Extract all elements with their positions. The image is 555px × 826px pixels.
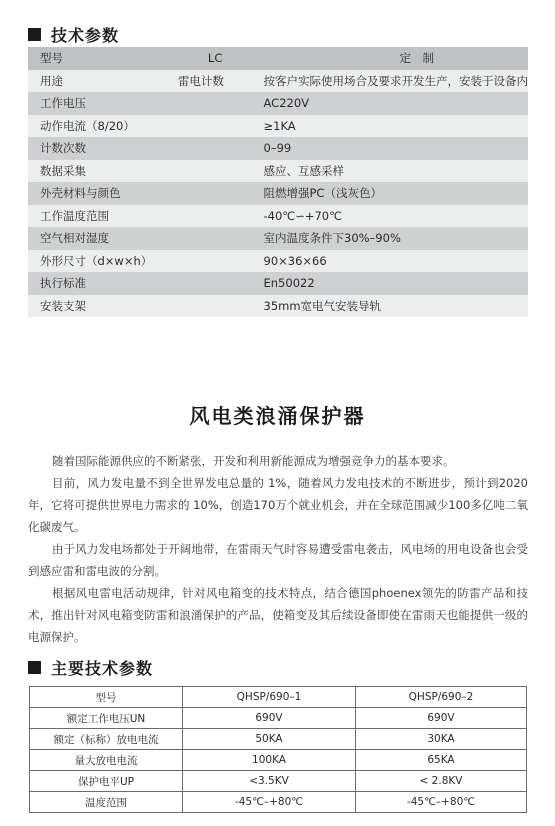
- param-sub: [168, 92, 246, 115]
- square-bullet-icon: [28, 28, 41, 41]
- article-paragraph: 随着国际能源供应的不断紧张，开发和利用新能源成为增强竞争力的基本要求。: [52, 454, 455, 468]
- param-value-1: -45℃–+80℃: [183, 792, 356, 813]
- table-row: [30, 729, 527, 750]
- table-row: [28, 182, 528, 205]
- table-header-row: [28, 47, 528, 70]
- table-row: [28, 205, 528, 228]
- param-name: 工作电压: [28, 92, 168, 115]
- param-value: 90×36×66: [246, 250, 529, 273]
- article-paragraph: 目前，风力发电量不到全世界发电总量的 1%，随着风力发电技术的不断进步，预计到2020年，它将可提供世界电力需求的 10%，创造170万个就业机会，并在全球范围减少100多亿吨二氧化碳废气。: [28, 476, 528, 534]
- section-heading-main-params: [28, 656, 153, 679]
- article-paragraph: 由于风力发电场都处于开阔地带，在雷雨天气时容易遭受雷电袭击，风电场的用电设备也会受到感应雷和雷电波的分割。: [28, 542, 528, 578]
- table-row: [28, 137, 528, 160]
- header-cell: 定 制: [246, 47, 529, 70]
- param-name: 量大放电电流: [30, 750, 183, 771]
- table-row: [28, 295, 528, 318]
- param-name: 数据采集: [28, 160, 168, 183]
- param-name: 空气相对湿度: [28, 227, 168, 250]
- square-bullet-icon: [28, 661, 41, 674]
- param-name: 外形尺寸（d×w×h）: [28, 250, 168, 273]
- table-row: [28, 92, 528, 115]
- param-value-1: 100KA: [183, 750, 356, 771]
- param-sub: [168, 295, 246, 318]
- param-value: AC220V: [246, 92, 529, 115]
- section-heading-tech-params: [28, 23, 119, 46]
- table-row: [30, 708, 527, 729]
- param-value: 0–99: [246, 137, 529, 160]
- param-value-2: 690V: [356, 708, 527, 729]
- param-value: 按客户实际使用场合及要求开发生产，安装于设备内: [246, 70, 529, 93]
- param-value: 感应、互感采样: [246, 160, 529, 183]
- param-value: -40℃∽+70℃: [246, 205, 529, 228]
- param-sub: [168, 250, 246, 273]
- param-sub: [168, 272, 246, 295]
- param-name: 安装支架: [28, 295, 168, 318]
- table-row: [28, 272, 528, 295]
- param-value-2: 65KA: [356, 750, 527, 771]
- param-value-2: 30KA: [356, 729, 527, 750]
- table-row: [28, 227, 528, 250]
- param-name: 执行标准: [28, 272, 168, 295]
- param-name: 计数次数: [28, 137, 168, 160]
- spec-table: [28, 47, 528, 317]
- table-row: [28, 115, 528, 138]
- param-sub: [168, 182, 246, 205]
- table-row: [30, 771, 527, 792]
- param-sub: [168, 115, 246, 138]
- param-name: 用途: [28, 70, 168, 93]
- param-value: En50022: [246, 272, 529, 295]
- header-cell: LC: [168, 47, 246, 70]
- table-row: [28, 250, 528, 273]
- article-paragraph: 根据风电雷电活动规律，针对风电箱变的技术特点，结合德国phoenex领先的防雷产品和技术，推出针对风电箱变防雷和浪涌保护的产品，使箱变及其后续设备即使在雷雨天也能提供一级的电源保护。: [28, 586, 528, 644]
- param-name: 额定工作电压UN: [30, 708, 183, 729]
- param-sub: [168, 160, 246, 183]
- table-row: [28, 160, 528, 183]
- param-value-1: 690V: [183, 708, 356, 729]
- param-name: 动作电流（8/20）: [28, 115, 168, 138]
- param-value-2: QHSP/690–2: [356, 687, 527, 708]
- param-sub: [168, 205, 246, 228]
- param-name: 额定（标称）放电电流: [30, 729, 183, 750]
- param-sub: [168, 137, 246, 160]
- param-value-2: < 2.8KV: [356, 771, 527, 792]
- table-row: [30, 750, 527, 771]
- table-row: [30, 687, 527, 708]
- param-name: 型号: [30, 687, 183, 708]
- section-title: 技术参数: [51, 26, 120, 45]
- article-title: 风电类浪涌保护器: [189, 404, 366, 428]
- param-value: ≥1KA: [246, 115, 529, 138]
- section-title: 主要技术参数: [51, 659, 154, 678]
- param-name: 保护电平UP: [30, 771, 183, 792]
- table-row: [28, 70, 528, 93]
- main-params-table: [29, 686, 527, 813]
- param-value: 35mm宽电气安装导轨: [246, 295, 529, 318]
- param-value: 阻燃增强PC（浅灰色）: [246, 182, 529, 205]
- param-name: 温度范围: [30, 792, 183, 813]
- param-value: 室内温度条件下30%–90%: [246, 227, 529, 250]
- param-sub: 雷电计数: [168, 70, 246, 93]
- param-name: 外壳材料与颜色: [28, 182, 168, 205]
- param-value-2: -45℃–+80℃: [356, 792, 527, 813]
- table-row: [30, 792, 527, 813]
- param-name: 工作温度范围: [28, 205, 168, 228]
- param-value-1: QHSP/690–1: [183, 687, 356, 708]
- param-sub: [168, 227, 246, 250]
- header-cell: 型号: [28, 47, 168, 70]
- param-value-1: <3.5KV: [183, 771, 356, 792]
- param-value-1: 50KA: [183, 729, 356, 750]
